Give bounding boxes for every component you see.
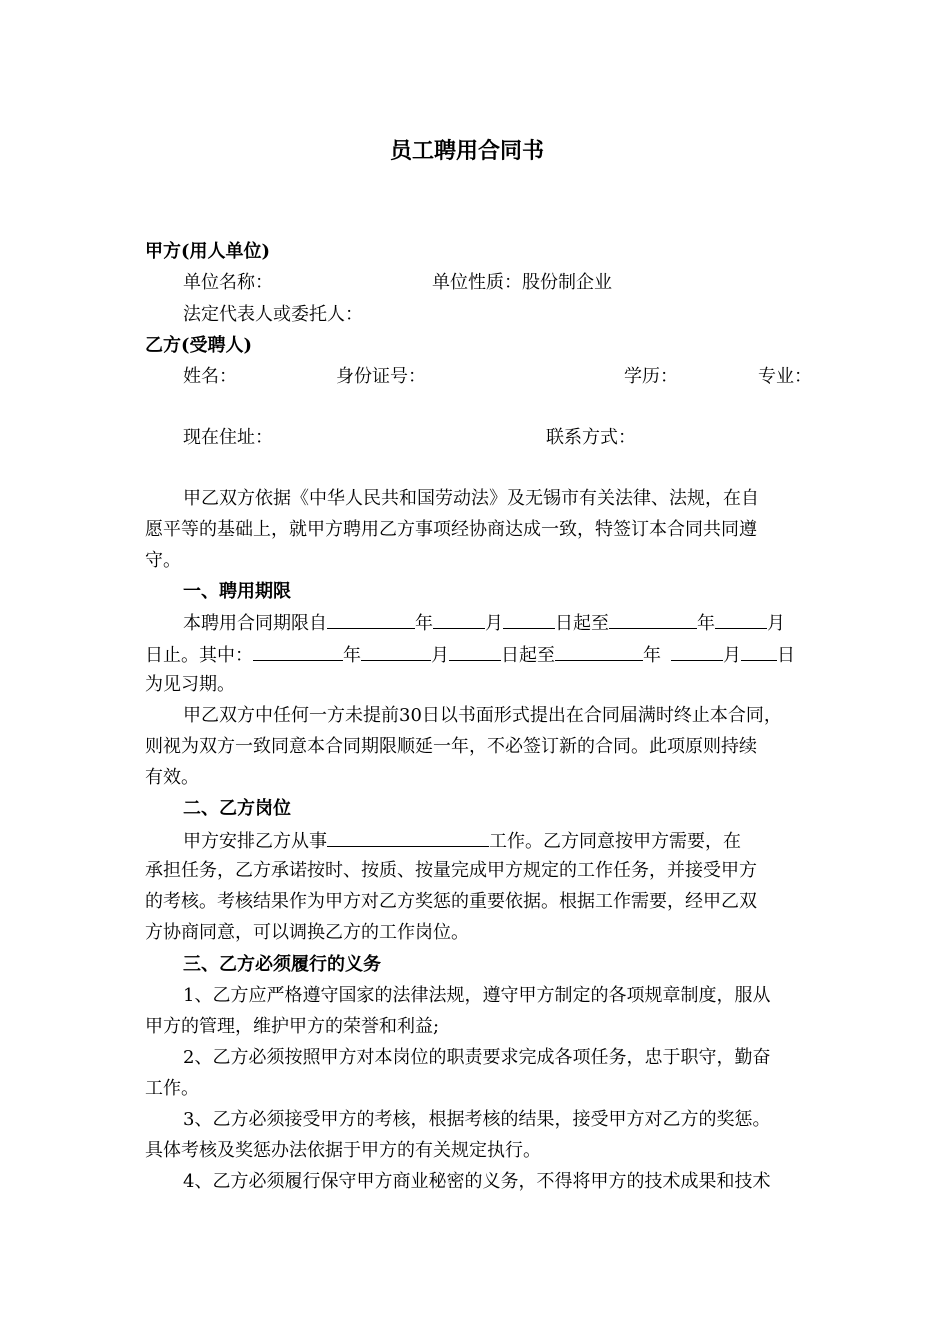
start-day-blank[interactable] bbox=[503, 610, 555, 629]
renewal-line-2: 则视为双方一致同意本合同期限顺延一年，不必签订新的合同。此项原则持续 bbox=[145, 736, 757, 757]
month-text: 月 bbox=[767, 613, 785, 634]
section-2-heading: 二、乙方岗位 bbox=[183, 798, 291, 819]
probation-start-day-blank[interactable] bbox=[449, 642, 501, 661]
duty-1-line-1: 1、乙方应严格遵守国家的法律法规，遵守甲方制定的各项规章制度，服从 bbox=[183, 985, 771, 1006]
probation-end-year-blank[interactable] bbox=[555, 642, 643, 661]
party-b-heading: 乙方(受聘人) bbox=[145, 335, 253, 356]
education-label: 学历： bbox=[624, 366, 678, 387]
major-label: 专业： bbox=[758, 366, 812, 387]
section-3-heading: 三、乙方必须履行的义务 bbox=[183, 954, 381, 975]
start-month-blank[interactable] bbox=[433, 610, 485, 629]
address-label: 现在住址： bbox=[183, 427, 273, 448]
intro-line-1: 甲乙双方依据《中华人民共和国劳动法》及无锡市有关法律、法规，在自 bbox=[183, 488, 759, 509]
representative-label: 法定代表人或委托人： bbox=[183, 304, 363, 325]
probation-start-month-blank[interactable] bbox=[361, 642, 431, 661]
document-title: 员工聘用合同书 bbox=[390, 138, 545, 164]
intro-line-3: 守。 bbox=[145, 550, 181, 571]
probation-start-year-blank[interactable] bbox=[253, 642, 343, 661]
year-text: 年 bbox=[697, 613, 715, 634]
unit-nature-label: 单位性质：股份制企业 bbox=[432, 272, 612, 293]
duty-3-line-1: 3、乙方必须接受甲方的考核，根据考核的结果，接受甲方对乙方的奖惩。 bbox=[183, 1109, 771, 1130]
duty-3-line-2: 具体考核及奖惩办法依据于甲方的有关规定执行。 bbox=[145, 1140, 541, 1161]
month-text: 月 bbox=[723, 645, 741, 666]
term-start-text: 本聘用合同期限自 bbox=[183, 613, 327, 634]
month-text: 月 bbox=[485, 613, 503, 634]
position-text-a: 甲方安排乙方从事 bbox=[183, 831, 327, 852]
term-line-2 bbox=[145, 642, 795, 668]
term-line-3: 为见习期。 bbox=[145, 674, 235, 695]
end-year-blank[interactable] bbox=[609, 610, 697, 629]
day-from-text: 日起至 bbox=[501, 645, 555, 666]
contact-label: 联系方式： bbox=[546, 427, 636, 448]
party-a-heading: 甲方(用人单位) bbox=[145, 241, 271, 262]
month-text: 月 bbox=[431, 645, 449, 666]
renewal-line-3: 有效。 bbox=[145, 767, 199, 788]
id-number-label: 身份证号： bbox=[336, 366, 426, 387]
day-text: 日 bbox=[777, 645, 795, 666]
name-label: 姓名： bbox=[183, 366, 237, 387]
position-text-b: 工作。乙方同意按甲方需要，在 bbox=[489, 831, 741, 852]
position-line-2: 承担任务，乙方承诺按时、按质、按量完成甲方规定的工作任务，并接受甲方 bbox=[145, 860, 757, 881]
unit-name-label: 单位名称： bbox=[183, 272, 273, 293]
end-month-blank[interactable] bbox=[715, 610, 767, 629]
position-line-1 bbox=[183, 828, 741, 854]
year-text: 年 bbox=[343, 645, 361, 666]
year-text: 年 bbox=[415, 613, 433, 634]
duty-1-line-2: 甲方的管理，维护甲方的荣誉和利益; bbox=[145, 1016, 440, 1037]
term-end-text: 日止。其中： bbox=[145, 645, 253, 666]
renewal-line-1: 甲乙双方中任何一方未提前30日以书面形式提出在合同届满时终止本合同， bbox=[183, 705, 782, 726]
duty-4-line-1: 4、乙方必须履行保守甲方商业秘密的义务，不得将甲方的技术成果和技术 bbox=[183, 1171, 771, 1192]
year-text: 年 bbox=[643, 645, 661, 666]
probation-end-day-blank[interactable] bbox=[741, 642, 777, 661]
term-line-1 bbox=[183, 610, 785, 636]
day-from-text: 日起至 bbox=[555, 613, 609, 634]
position-line-4: 方协商同意，可以调换乙方的工作岗位。 bbox=[145, 922, 469, 943]
duty-2-line-1: 2、乙方必须按照甲方对本岗位的职责要求完成各项任务，忠于职守，勤奋 bbox=[183, 1047, 771, 1068]
intro-line-2: 愿平等的基础上，就甲方聘用乙方事项经协商达成一致，特签订本合同共同遵 bbox=[145, 519, 757, 540]
probation-end-month-blank[interactable] bbox=[671, 642, 723, 661]
start-year-blank[interactable] bbox=[327, 610, 415, 629]
section-1-heading: 一、聘用期限 bbox=[183, 581, 291, 602]
duty-2-line-2: 工作。 bbox=[145, 1078, 199, 1099]
position-line-3: 的考核。考核结果作为甲方对乙方奖惩的重要依据。根据工作需要，经甲乙双 bbox=[145, 891, 757, 912]
position-blank[interactable] bbox=[327, 828, 489, 847]
